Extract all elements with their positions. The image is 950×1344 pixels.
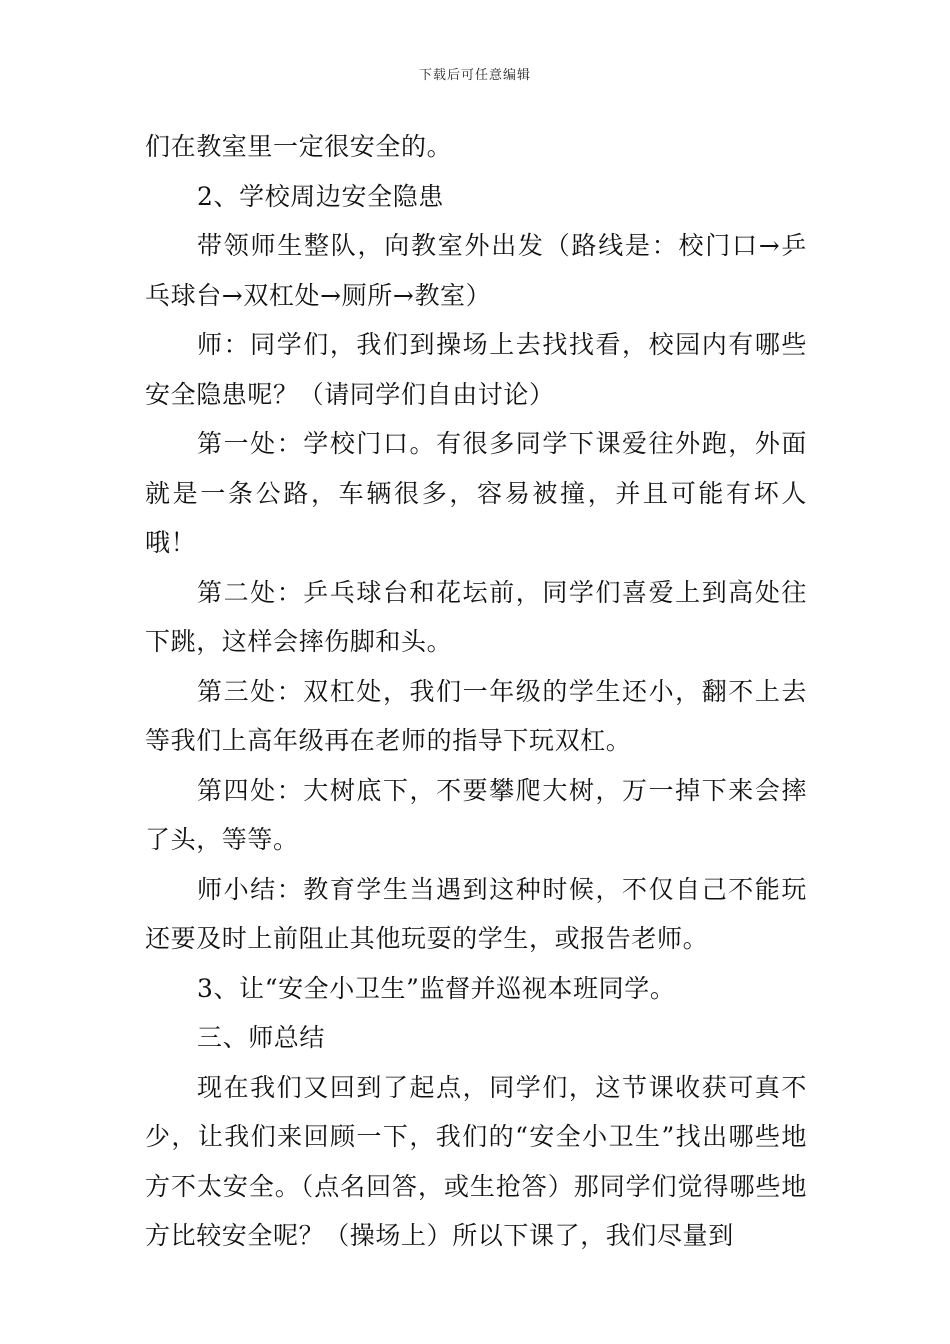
paragraph: 们在教室里一定很安全的。 <box>145 132 453 161</box>
paragraph: 第二处：乒乓球台和花坛前，同学们喜爱上到高处往下跳，这样会摔伤脚和头。 <box>145 577 807 656</box>
section-heading: 3、让“安全小卫生”监督并巡视本班同学。 <box>197 973 676 1003</box>
paragraph: 第一处：学校门口。有很多同学下课爱往外跑，外面就是一条公路，车辆很多，容易被撞，并且可能有坏人哦！ <box>145 429 807 557</box>
section-heading: 三、师总结 <box>197 1023 326 1052</box>
paragraph: 带领师生整队，向教室外出发（路线是：校门口→乒乓球台→双杠处→厕所→教室） <box>145 231 807 310</box>
document-body <box>145 122 807 1261</box>
paragraph: 师小结：教育学生当遇到这种时候，不仅自己不能玩还要及时上前阻止其他玩耍的学生，或报告老师。 <box>145 874 807 953</box>
paragraph: 师：同学们，我们到操场上去找找看，校园内有哪些安全隐患呢？（请同学们自由讨论） <box>145 330 807 409</box>
section-heading: 2、学校周边安全隐患 <box>197 181 444 211</box>
paragraph: 第四处：大树底下，不要攀爬大树，万一掉下来会摔了头，等等。 <box>145 775 807 854</box>
paragraph: 第三处：双杠处，我们一年级的学生还小，翻不上去等我们上高年级再在老师的指导下玩双杠。 <box>145 676 807 755</box>
paragraph: 现在我们又回到了起点，同学们，这节课收获可真不少，让我们来回顾一下，我们的“安全小卫生”找出哪些地方不太安全。（点名回答，或生抢答）那同学们觉得哪些地方比较安全呢？（操场上）所以下课了，我们尽量到 <box>145 1072 807 1250</box>
page-header-note: 下载后可任意编辑 <box>418 68 531 83</box>
